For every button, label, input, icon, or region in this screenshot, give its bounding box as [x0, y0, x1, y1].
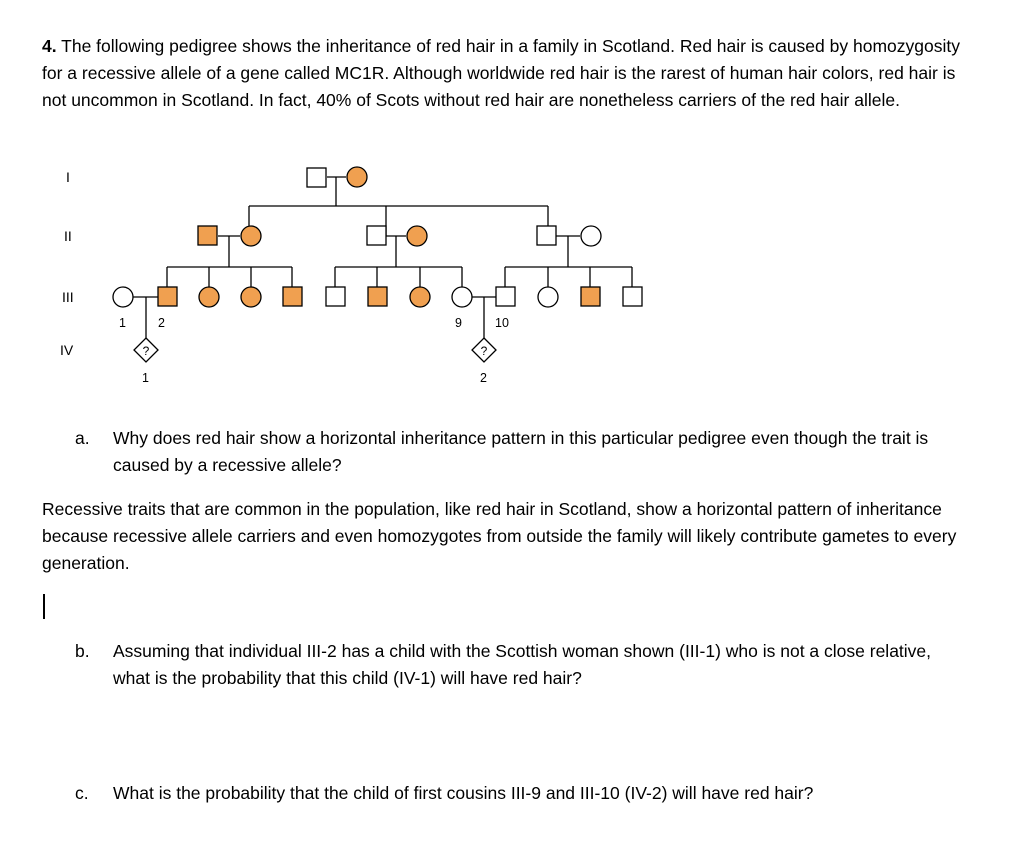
ii-5-male-unaffected — [537, 226, 556, 245]
iii-3-female-affected — [199, 287, 219, 307]
answer-a-text[interactable]: Recessive traits that are common in the population, like red hair in Scotland, show a horizontal pattern of inheritance because recessive allele carriers and even homozygotes from outside the family will likely contribute gametes to every generation. — [42, 499, 957, 573]
label-iv-1: 1 — [142, 371, 149, 385]
question-c-label: c. — [75, 783, 89, 803]
ii-3-male-unaffected — [367, 226, 386, 245]
iii-9-female-unaffected — [452, 287, 472, 307]
iii-2-male-affected — [158, 287, 177, 306]
unknown-mark-iv-1: ? — [142, 344, 150, 358]
ii-1-male-affected — [198, 226, 217, 245]
ii-6-female-unaffected — [581, 226, 601, 246]
generation-label-iii: III — [62, 289, 74, 305]
text-cursor — [43, 594, 45, 619]
iii-12-male-affected — [581, 287, 600, 306]
ii-2-female-affected — [241, 226, 261, 246]
iii-6-male-unaffected — [326, 287, 345, 306]
generation-label-iv: IV — [60, 342, 74, 358]
ii-4-female-affected — [407, 226, 427, 246]
iii-13-male-unaffected — [623, 287, 642, 306]
label-iii-1: 1 — [119, 316, 126, 330]
label-iv-2: 2 — [480, 371, 487, 385]
question-c-text: What is the probability that the child of first cousins III-9 and III-10 (IV-2) will have red hair? — [113, 783, 814, 803]
label-iii-9: 9 — [455, 316, 462, 330]
question-b-text: Assuming that individual III-2 has a child with the Scottish woman shown (III-1) who is not a close relative, what is the probability that this child (IV-1) will have red hair? — [113, 641, 932, 688]
generation-label-ii: II — [64, 228, 72, 244]
i-1-male-unaffected — [307, 168, 326, 187]
question-b-label: b. — [75, 641, 90, 661]
intro-text: The following pedigree shows the inheritance of red hair in a family in Scotland. Red hair is caused by homozygosity for a recessive allele of a gene called MC1R. Although worldwide red hair is the rarest of human hair colors, red hair is not uncommon in Scotland. In fact, 40% of Scots without red hair are nonetheless carriers of the red hair allele. — [42, 36, 960, 110]
iii-1-female-unaffected — [113, 287, 133, 307]
iii-5-male-affected — [283, 287, 302, 306]
unknown-mark-iv-2: ? — [480, 344, 488, 358]
label-iii-10: 10 — [495, 316, 509, 330]
question-a-label: a. — [75, 428, 90, 448]
iii-4-female-affected — [241, 287, 261, 307]
question-a-text: Why does red hair show a horizontal inheritance pattern in this particular pedigree even though the trait is caused by a recessive allele? — [113, 428, 929, 475]
iii-7-male-affected — [368, 287, 387, 306]
generation-label-i: I — [66, 169, 70, 185]
question-number: 4. — [42, 36, 57, 56]
i-2-female-affected — [347, 167, 367, 187]
iii-11-female-unaffected — [538, 287, 558, 307]
iii-8-female-affected — [410, 287, 430, 307]
iii-10-male-unaffected — [496, 287, 515, 306]
label-iii-2: 2 — [158, 316, 165, 330]
